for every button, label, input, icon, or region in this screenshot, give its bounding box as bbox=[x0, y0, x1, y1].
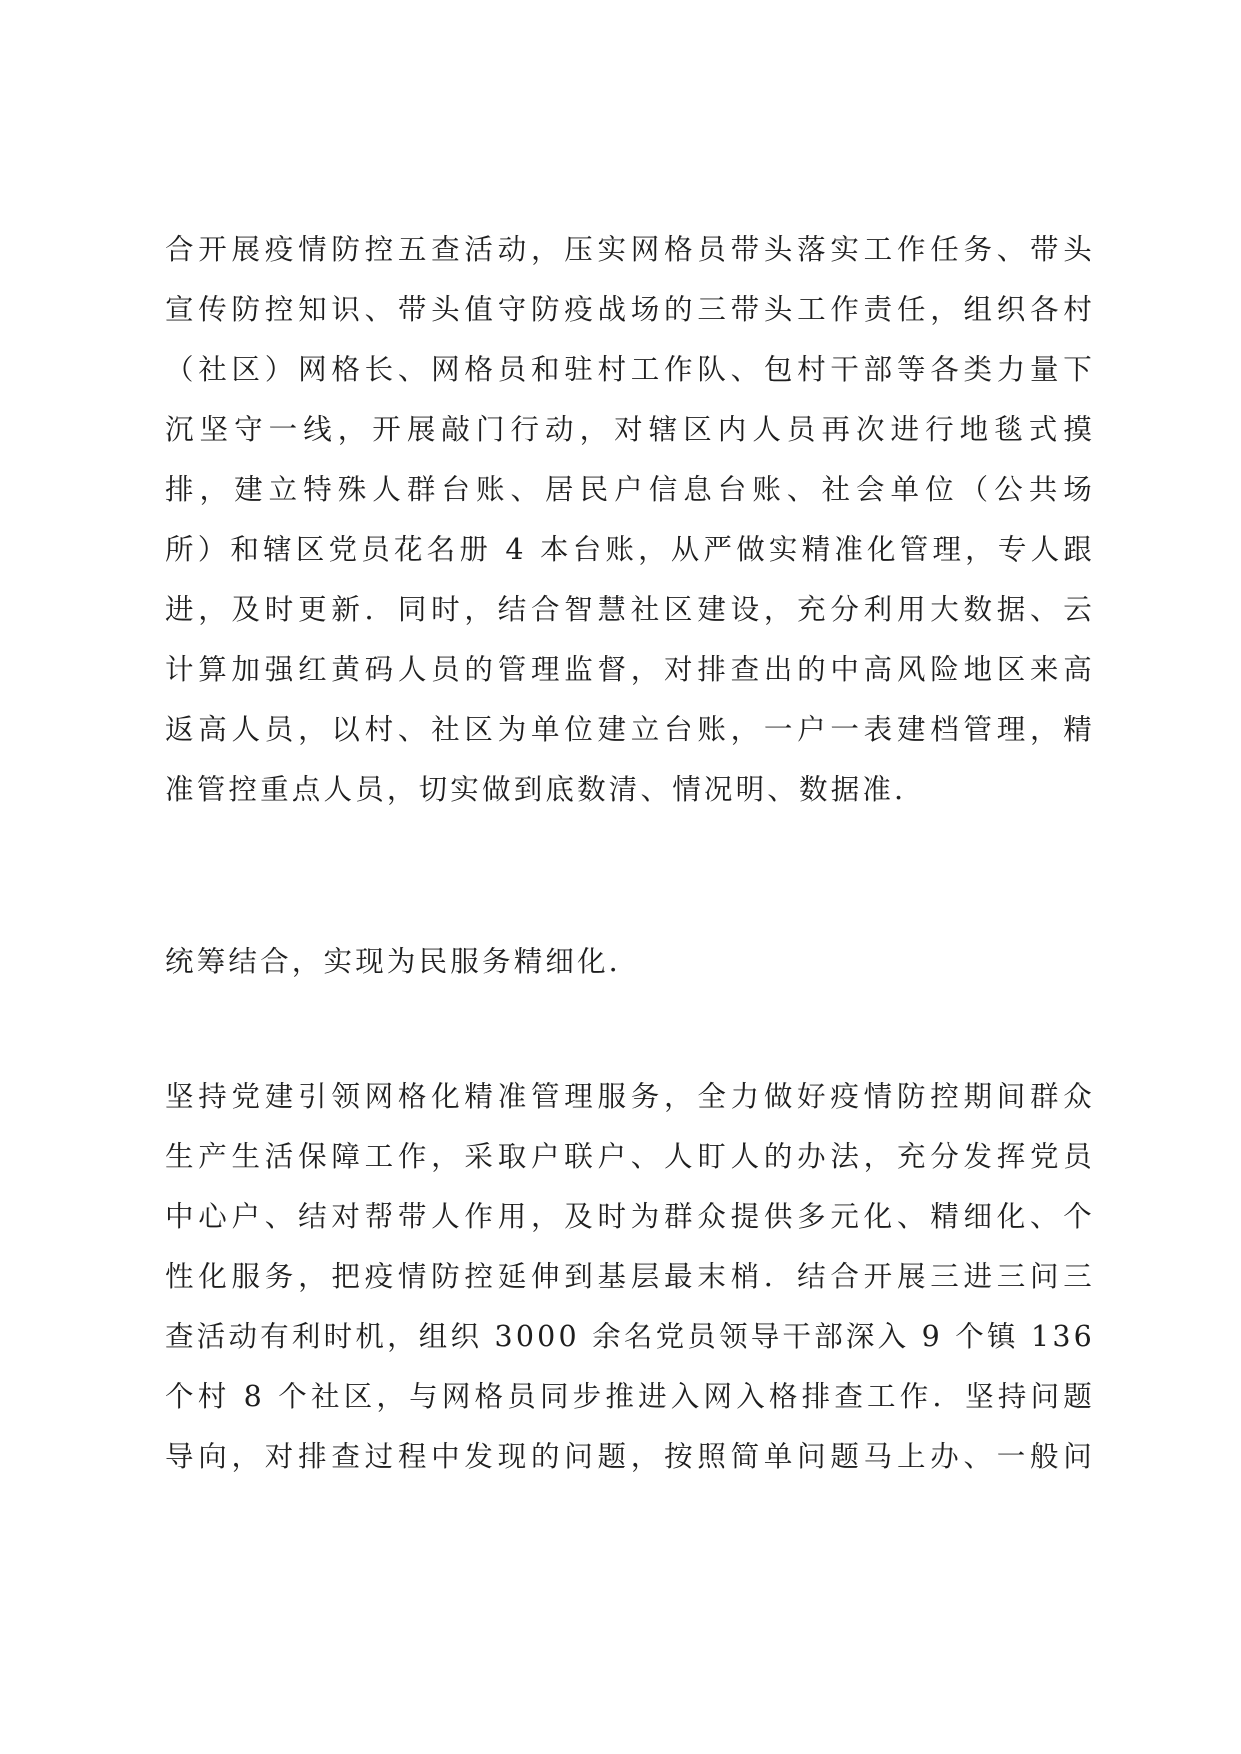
text-line: （社区）网格长、网格员和驻村工作队、包村干部等各类力量下 bbox=[165, 353, 1095, 386]
paragraph-2 bbox=[165, 932, 1095, 992]
paragraph-3 bbox=[165, 1067, 1095, 1487]
text-line: 准管控重点人员，切实做到底数清、情况明、数据准． bbox=[165, 773, 926, 806]
text-line: 返高人员，以村、社区为单位建立台账，一户一表建档管理，精 bbox=[165, 713, 1095, 746]
text-line: 中心户、结对帮带人作用，及时为群众提供多元化、精细化、个 bbox=[165, 1200, 1095, 1233]
text-line: 排，建立特殊人群台账、居民户信息台账、社会单位（公共场 bbox=[165, 473, 1095, 506]
text-line: 查活动有利时机，组织 3000 余名党员领导干部深入 9 个镇 136 bbox=[165, 1320, 1095, 1353]
text-line: 合开展疫情防控五查活动，压实网格员带头落实工作任务、带头 bbox=[165, 233, 1095, 266]
paragraph-1 bbox=[165, 220, 1095, 820]
text-line: 生产生活保障工作，采取户联户、人盯人的办法，充分发挥党员 bbox=[165, 1140, 1095, 1173]
text-line: 进，及时更新．同时，结合智慧社区建设，充分利用大数据、云 bbox=[165, 593, 1095, 626]
text-line: 导向，对排查过程中发现的问题，按照简单问题马上办、一般问 bbox=[165, 1440, 1095, 1473]
text-line: 计算加强红黄码人员的管理监督，对排查出的中高风险地区来高 bbox=[165, 653, 1095, 686]
text-line: 个村 8 个社区，与网格员同步推进入网入格排查工作．坚持问题 bbox=[165, 1380, 1095, 1413]
text-line: 沉坚守一线，开展敲门行动，对辖区内人员再次进行地毯式摸 bbox=[165, 413, 1095, 446]
text-line: 宣传防控知识、带头值守防疫战场的三带头工作责任，组织各村 bbox=[165, 293, 1095, 326]
text-line: 统筹结合，实现为民服务精细化． bbox=[165, 945, 641, 978]
text-line: 性化服务，把疫情防控延伸到基层最末梢．结合开展三进三问三 bbox=[165, 1260, 1095, 1293]
text-line: 所）和辖区党员花名册 4 本台账，从严做实精准化管理，专人跟 bbox=[165, 533, 1095, 566]
text-line: 坚持党建引领网格化精准管理服务，全力做好疫情防控期间群众 bbox=[165, 1080, 1095, 1113]
